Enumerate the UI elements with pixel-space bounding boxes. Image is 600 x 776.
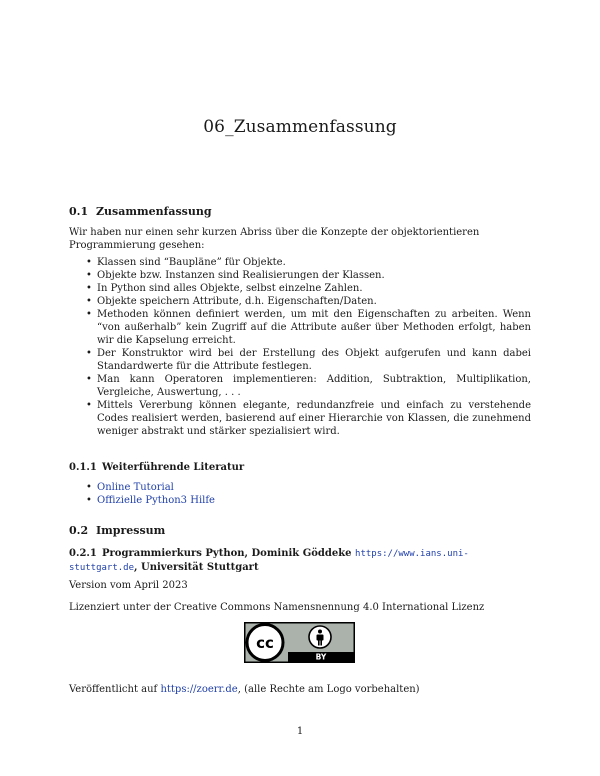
bullet-icon: • bbox=[86, 348, 92, 359]
license-text: Lizenziert unter der Creative Commons Namensnennung 4.0 International Lizenz bbox=[69, 602, 485, 613]
page-title: 06_Zusammenfassung bbox=[203, 117, 397, 137]
list-item bbox=[69, 481, 531, 494]
section-title: Zusammenfassung bbox=[96, 205, 212, 218]
bullet-icon: • bbox=[86, 296, 92, 307]
university-suffix: , Universität Stuttgart bbox=[134, 562, 259, 573]
online-tutorial-link[interactable]: Online Tutorial bbox=[97, 482, 174, 493]
section-number: 0.1 bbox=[69, 205, 89, 218]
subsection-heading-literatur bbox=[69, 462, 244, 473]
list-item: • In Python sind alles Objekte, selbst einzelne Zahlen. bbox=[86, 283, 363, 294]
section-title: Impressum bbox=[96, 524, 166, 537]
subsection-number: 0.1.1 bbox=[69, 462, 97, 473]
section-heading-impressum bbox=[69, 524, 165, 537]
attribution-person-icon bbox=[309, 626, 331, 648]
section-number: 0.2 bbox=[69, 524, 89, 537]
bullet-icon: • bbox=[86, 257, 92, 268]
zoerr-url-link[interactable]: https://zoerr.de bbox=[160, 684, 238, 695]
list-item: • Objekte speichern Attribute, d.h. Eigenschaften/Daten. bbox=[86, 296, 377, 307]
subsection-title: Weiterführende Literatur bbox=[102, 462, 245, 473]
page-number: 1 bbox=[296, 726, 304, 737]
list-item: • Objekte bzw. Instanzen sind Realisierungen der Klassen. bbox=[86, 270, 385, 281]
badge-by-label: BY bbox=[315, 652, 327, 662]
bullet-icon: • bbox=[86, 482, 92, 493]
cc-icon bbox=[247, 625, 283, 661]
bullet-icon: • bbox=[86, 495, 92, 506]
version-text: Version vom April 2023 bbox=[69, 580, 188, 591]
subsection-title: Programmierkurs Python, Dominik Göddeke bbox=[102, 548, 352, 559]
bullet-icon: • bbox=[86, 309, 92, 320]
published-prefix: Veröffentlicht auf bbox=[69, 684, 158, 695]
intro-paragraph: Wir haben nur einen sehr kurzen Abriss über die Konzepte der objektorientieren Programmierung gesehen: bbox=[69, 227, 480, 251]
bullet-icon: • bbox=[86, 270, 92, 281]
bullet-icon: • bbox=[86, 283, 92, 294]
list-item: • Klassen sind “Baupläne” für Objekte. bbox=[86, 257, 286, 268]
ians-url-link[interactable]: https://www.ians.uni-stuttgart.de bbox=[69, 549, 469, 573]
list-item: • Der Konstruktor wird bei der Erstellung des Objekt aufgerufen und kann dabei Standardwerte für die Attribute festlegen. bbox=[86, 348, 531, 372]
list-item: • Methoden können definiert werden, um mit den Eigenschaften zu arbeiten. Wenn “von außerhalb” kein Zugriff auf die Attribute außer über Methoden erfolgt, haben wir die Kapselung erreicht. bbox=[86, 309, 531, 346]
svg-text:cc: cc bbox=[256, 634, 274, 652]
literature-link-list bbox=[69, 481, 531, 507]
bullet-icon: • bbox=[86, 400, 92, 411]
published-suffix: , (alle Rechte am Logo vorbehalten) bbox=[237, 684, 420, 695]
cc-by-license-badge[interactable] bbox=[244, 622, 355, 663]
subsection-heading-impressum bbox=[69, 547, 531, 575]
list-item: • Mittels Vererbung können elegante, redundanzfreie und einfach zu verstehende Codes realisiert werden, basierend auf einer Hierarchie von Klassen, die zunehmend weniger abstrakt und stärker spezialisiert wird. bbox=[86, 400, 531, 437]
python3-help-link[interactable]: Offizielle Python3 Hilfe bbox=[97, 495, 215, 506]
bullet-icon: • bbox=[86, 374, 92, 385]
published-line bbox=[69, 683, 529, 696]
section-heading-zusammenfassung bbox=[69, 205, 212, 218]
summary-bullet-list bbox=[69, 256, 531, 438]
list-item: • Man kann Operatoren implementieren: Addition, Subtraktion, Multiplikation, Vergleiche, Auswertung, . . . bbox=[86, 374, 531, 398]
list-item bbox=[69, 494, 531, 507]
subsection-number: 0.2.1 bbox=[69, 548, 97, 559]
